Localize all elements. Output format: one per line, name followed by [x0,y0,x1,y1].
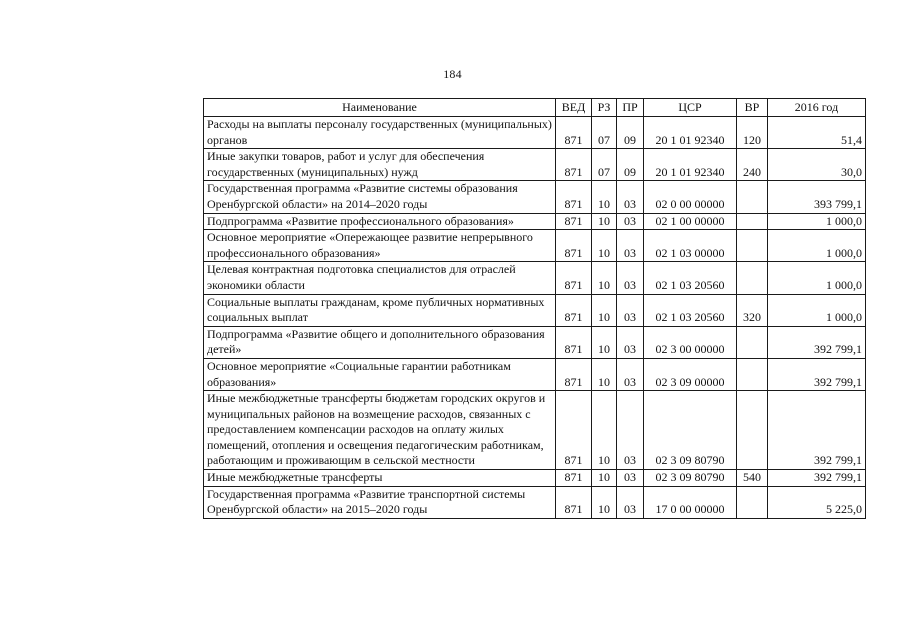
cell-sum: 1 000,0 [768,230,866,262]
cell-pr: 03 [617,294,644,326]
cell-ved: 871 [556,391,592,470]
page-number: 184 [443,67,462,81]
header-vr: ВР [737,99,768,117]
table-row [204,213,866,230]
cell-name: Социальные выплаты гражданам, кроме публичных нормативных социальных выплат [204,294,556,326]
table-row [204,486,866,518]
cell-rz: 07 [592,149,617,181]
cell-pr: 03 [617,181,644,213]
cell-csr: 02 3 00 00000 [644,326,737,358]
header-pr: ПР [617,99,644,117]
cell-pr: 03 [617,470,644,487]
table-row [204,117,866,149]
cell-rz: 10 [592,230,617,262]
cell-name: Государственная программа «Развитие системы образования Оренбургской области» на 2014–2020 годы [204,181,556,213]
cell-ved: 871 [556,486,592,518]
cell-sum: 1 000,0 [768,262,866,294]
cell-sum: 392 799,1 [768,470,866,487]
cell-vr [737,230,768,262]
cell-rz: 10 [592,294,617,326]
table-body [204,117,866,519]
cell-vr [737,358,768,390]
table-row [204,358,866,390]
table-row [204,326,866,358]
cell-rz: 10 [592,181,617,213]
cell-csr: 02 1 03 20560 [644,262,737,294]
cell-vr: 120 [737,117,768,149]
cell-rz: 10 [592,470,617,487]
cell-pr: 03 [617,230,644,262]
cell-csr: 02 1 00 00000 [644,213,737,230]
table-row [204,294,866,326]
cell-name: Основное мероприятие «Опережающее развитие непрерывного профессионального образования» [204,230,556,262]
cell-rz: 10 [592,358,617,390]
cell-ved: 871 [556,326,592,358]
cell-csr: 02 0 00 00000 [644,181,737,213]
cell-vr: 320 [737,294,768,326]
table-row [204,149,866,181]
cell-csr: 20 1 01 92340 [644,117,737,149]
budget-table [203,98,866,519]
cell-pr: 03 [617,262,644,294]
cell-ved: 871 [556,117,592,149]
cell-sum: 5 225,0 [768,486,866,518]
cell-sum: 1 000,0 [768,213,866,230]
cell-pr: 03 [617,486,644,518]
cell-sum: 51,4 [768,117,866,149]
cell-name: Целевая контрактная подготовка специалистов для отраслей экономики области [204,262,556,294]
cell-vr: 240 [737,149,768,181]
cell-csr: 17 0 00 00000 [644,486,737,518]
cell-vr [737,181,768,213]
cell-rz: 10 [592,262,617,294]
cell-csr: 02 1 03 20560 [644,294,737,326]
cell-sum: 392 799,1 [768,391,866,470]
table-row [204,262,866,294]
table-header-row [204,99,866,117]
header-rz: РЗ [592,99,617,117]
cell-vr [737,486,768,518]
cell-sum: 1 000,0 [768,294,866,326]
cell-sum: 393 799,1 [768,181,866,213]
header-name: Наименование [204,99,556,117]
cell-pr: 09 [617,117,644,149]
cell-name: Основное мероприятие «Социальные гарантии работникам образования» [204,358,556,390]
cell-pr: 03 [617,358,644,390]
cell-ved: 871 [556,470,592,487]
cell-csr: 02 3 09 00000 [644,358,737,390]
cell-vr [737,262,768,294]
header-csr: ЦСР [644,99,737,117]
cell-sum: 30,0 [768,149,866,181]
cell-csr: 02 1 03 00000 [644,230,737,262]
header-year: 2016 год [768,99,866,117]
cell-ved: 871 [556,181,592,213]
table-row [204,391,866,470]
cell-name: Подпрограмма «Развитие общего и дополнительного образования детей» [204,326,556,358]
cell-ved: 871 [556,149,592,181]
cell-ved: 871 [556,262,592,294]
cell-name: Иные межбюджетные трансферты [204,470,556,487]
cell-csr: 02 3 09 80790 [644,470,737,487]
cell-vr [737,326,768,358]
cell-vr [737,391,768,470]
cell-pr: 03 [617,326,644,358]
cell-csr: 02 3 09 80790 [644,391,737,470]
cell-ved: 871 [556,294,592,326]
cell-sum: 392 799,1 [768,326,866,358]
cell-pr: 03 [617,391,644,470]
cell-ved: 871 [556,230,592,262]
cell-rz: 10 [592,486,617,518]
cell-name: Государственная программа «Развитие транспортной системы Оренбургской области» на 2015–2020 годы [204,486,556,518]
cell-vr: 540 [737,470,768,487]
cell-pr: 09 [617,149,644,181]
header-ved: ВЕД [556,99,592,117]
cell-pr: 03 [617,213,644,230]
table-row [204,230,866,262]
cell-rz: 07 [592,117,617,149]
cell-ved: 871 [556,213,592,230]
cell-rz: 10 [592,213,617,230]
cell-csr: 20 1 01 92340 [644,149,737,181]
cell-rz: 10 [592,326,617,358]
cell-name: Подпрограмма «Развитие профессионального образования» [204,213,556,230]
cell-name: Иные межбюджетные трансферты бюджетам городских округов и муниципальных районов на возмещение расходов, связанных с предоставлением компенсации расходов на оплату жилых помещений, отопления и освещения педагогическим работникам, работающим и проживающим в сельской местности [204,391,556,470]
cell-name: Иные закупки товаров, работ и услуг для обеспечения государственных (муниципальных) нужд [204,149,556,181]
cell-vr [737,213,768,230]
cell-rz: 10 [592,391,617,470]
table-row [204,470,866,487]
cell-sum: 392 799,1 [768,358,866,390]
table-row [204,181,866,213]
cell-name: Расходы на выплаты персоналу государственных (муниципальных) органов [204,117,556,149]
cell-ved: 871 [556,358,592,390]
